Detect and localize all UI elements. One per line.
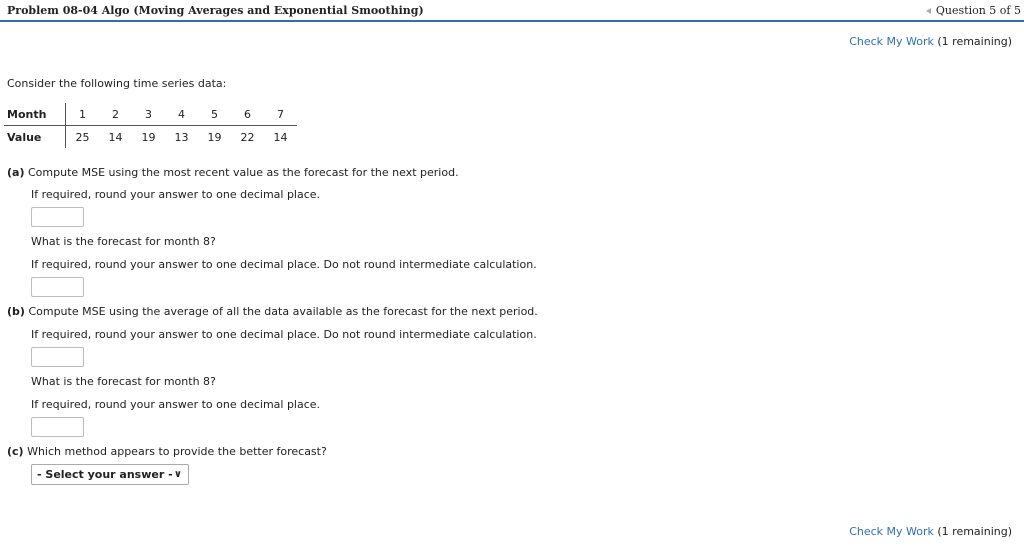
part-b-mse-input[interactable] <box>31 347 84 367</box>
table-row-value <box>4 126 297 149</box>
problem-title: Problem 08-04 Algo (Moving Averages and Exponential Smoothing) <box>7 4 424 17</box>
problem-header <box>0 0 1024 22</box>
question-nav[interactable] <box>926 4 1021 17</box>
part-c-label: (c) <box>7 445 24 458</box>
part-b-round-note-2: If required, round your answer to one decimal place. <box>31 398 321 411</box>
value-cell: 25 <box>75 130 90 144</box>
select-value: - Select your answer - <box>37 468 173 481</box>
check-my-work-link[interactable]: Check My Work <box>849 525 934 538</box>
chevron-down-icon: ∨ <box>173 469 182 480</box>
value-header: Value <box>4 126 66 149</box>
month-cell: 4 <box>165 103 198 126</box>
check-my-work-bottom <box>849 525 1012 538</box>
part-a-round-note-2: If required, round your answer to one decimal place. Do not round intermediate calculation. <box>31 258 537 271</box>
month-cell: 1 <box>66 103 100 126</box>
part-c-question <box>7 445 327 458</box>
month-cell: 5 <box>198 103 231 126</box>
value-cell: 14 <box>273 130 288 144</box>
time-series-table <box>4 103 297 148</box>
part-a-round-note-1: If required, round your answer to one decimal place. <box>31 188 321 201</box>
month-cell: 3 <box>132 103 165 126</box>
value-cell: 19 <box>207 130 222 144</box>
part-b-label: (b) <box>7 305 25 318</box>
remaining-count: (1 remaining) <box>937 35 1012 48</box>
part-a-forecast-input[interactable] <box>31 277 84 297</box>
part-a-forecast-question: What is the forecast for month 8? <box>31 235 216 248</box>
month-cell: 2 <box>99 103 132 126</box>
value-cell: 14 <box>108 130 123 144</box>
part-b-question <box>7 305 538 318</box>
part-b-forecast-input[interactable] <box>31 417 84 437</box>
month-cell: 7 <box>264 103 297 126</box>
part-a-text: Compute MSE using the most recent value as the forecast for the next period. <box>27 166 459 179</box>
part-c-text: Which method appears to provide the better forecast? <box>27 445 327 458</box>
remaining-count: (1 remaining) <box>937 525 1012 538</box>
previous-arrow-icon[interactable] <box>926 8 931 14</box>
part-a-mse-input[interactable] <box>31 207 84 227</box>
month-header: Month <box>4 103 66 126</box>
part-a-question <box>7 166 459 179</box>
value-cell: 19 <box>141 130 156 144</box>
part-b-text: Compute MSE using the average of all the data available as the forecast for the next period. <box>28 305 538 318</box>
check-my-work-top <box>849 35 1012 48</box>
better-method-select[interactable] <box>31 464 189 485</box>
value-cell: 13 <box>174 130 189 144</box>
part-b-round-note-1: If required, round your answer to one decimal place. Do not round intermediate calculation. <box>31 328 537 341</box>
part-b-forecast-question: What is the forecast for month 8? <box>31 375 216 388</box>
check-my-work-link[interactable]: Check My Work <box>849 35 934 48</box>
value-cell: 22 <box>240 130 255 144</box>
table-row-month <box>4 103 297 126</box>
intro-text: Consider the following time series data: <box>7 77 227 90</box>
month-cell: 6 <box>231 103 264 126</box>
part-a-label: (a) <box>7 166 25 179</box>
question-counter: Question 5 of 5 <box>935 4 1021 17</box>
